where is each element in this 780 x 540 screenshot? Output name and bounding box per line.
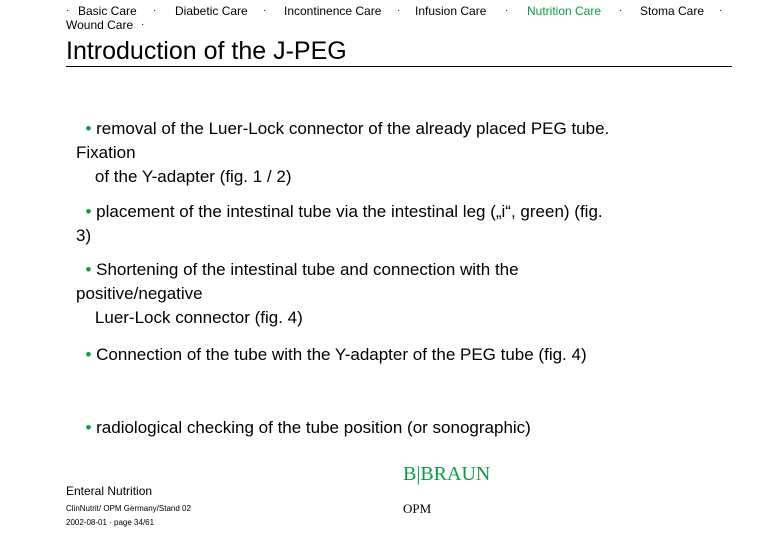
bullet-text: removal of the Luer-Lock connector of the already placed PEG tube. Fixation of the Y-adapter (fig. 1 / 2) (76, 119, 610, 186)
nav-item-stoma-care[interactable]: Stoma Care (640, 4, 705, 18)
footer-date-page: 2002-08-01 · page 34/61 (66, 518, 155, 527)
footer-section: Enteral Nutrition (66, 484, 153, 498)
nav-separator: · (397, 5, 401, 16)
nav-separator: · (619, 5, 623, 16)
bullet-text: radiological checking of the tube position (or sonographic) (91, 418, 531, 437)
nav-separator: · (153, 5, 157, 16)
bullet-item (76, 93, 736, 189)
brand-logo: B|BRAUN (403, 463, 491, 485)
division-label: OPM (403, 501, 432, 516)
nav-separator: · (263, 5, 267, 16)
bullet-mark: • (85, 345, 92, 364)
nav-item-infusion-care[interactable]: Infusion Care (415, 4, 487, 18)
bullet-mark: • (85, 202, 92, 221)
nav-separator: · (141, 19, 145, 30)
nav-separator: · (505, 5, 509, 16)
footer-reference: ClinNutrit/ OPM Germany/Stand 02 (66, 504, 191, 513)
bullet-item (76, 392, 736, 440)
nav-item-basic-care[interactable]: Basic Care (78, 4, 137, 18)
bullet-text: Shortening of the intestinal tube and connection with the positive/negative Luer-Lock connector (fig. 4) (76, 260, 519, 327)
bullet-mark: • (85, 119, 92, 138)
nav-item-diabetic-care[interactable]: Diabetic Care (175, 4, 248, 18)
top-nav (0, 0, 780, 34)
bullet-item (76, 319, 736, 367)
bullet-text: placement of the intestinal tube via the intestinal leg („i“, green) (fig. 3) (76, 202, 603, 245)
bullet-item (76, 234, 736, 330)
nav-separator: · (719, 5, 723, 16)
page-title: Introduction of the J-PEG (66, 36, 732, 67)
nav-item-wound-care[interactable]: Wound Care (66, 18, 134, 32)
nav-separator: · (66, 5, 70, 16)
bullet-mark: • (85, 260, 92, 279)
nav-item-nutrition-care[interactable]: Nutrition Care (527, 4, 602, 18)
bullet-text: Connection of the tube with the Y-adapter of the PEG tube (fig. 4) (91, 345, 587, 364)
nav-item-incontinence-care[interactable]: Incontinence Care (284, 4, 382, 18)
bullet-mark: • (85, 418, 92, 437)
